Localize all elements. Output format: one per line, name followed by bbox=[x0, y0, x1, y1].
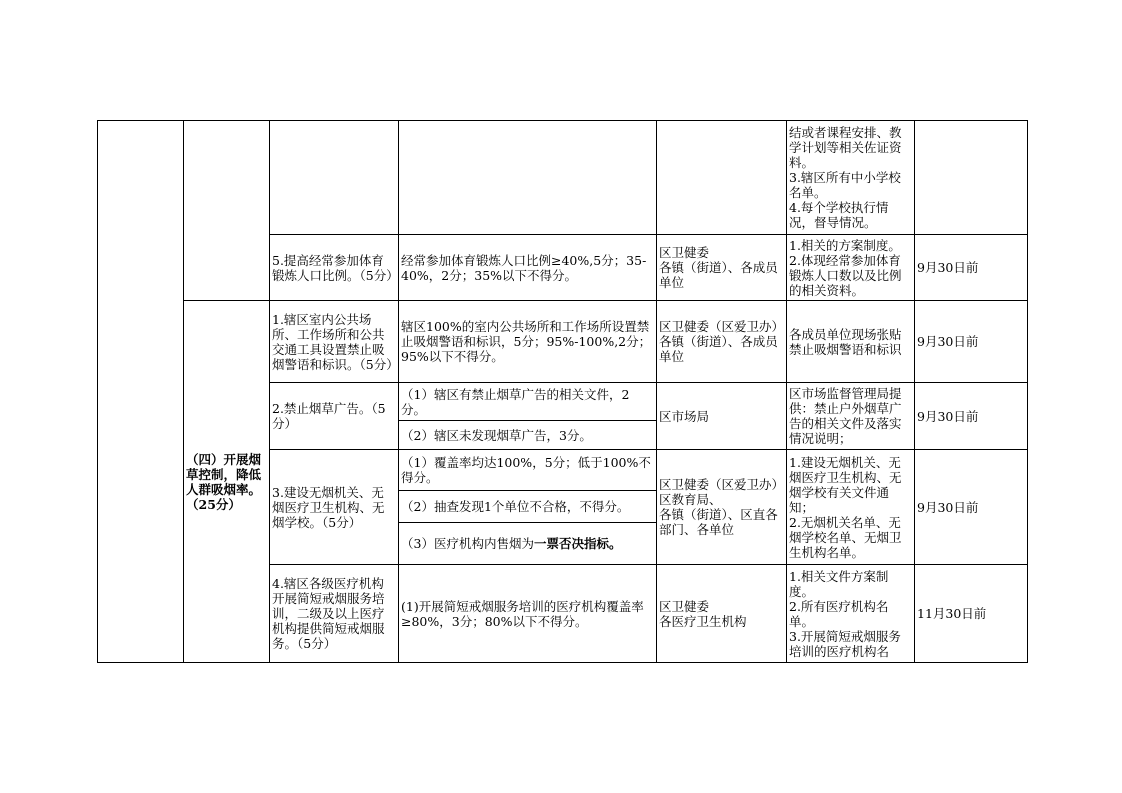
dept-line: 各医疗卫生机构 bbox=[659, 613, 747, 629]
deadline-cell: 9月30日前 bbox=[915, 235, 1028, 301]
dept-line: 各镇（街道）、各成员单位 bbox=[659, 334, 778, 364]
evidence-cell: 区市场监督管理局提供：禁止户外烟草广告的相关文件及落实情况说明； bbox=[787, 383, 915, 450]
dept-line: 各镇（街道）、区直各部门、各单位 bbox=[659, 507, 778, 537]
evidence-line: 4.每个学校执行情况，督导情况。 bbox=[789, 200, 889, 230]
evidence-line: 2.所有医疗机构名单。 bbox=[789, 598, 889, 629]
dept-line: 区卫健委 bbox=[659, 245, 710, 260]
table-row-tobacco1 bbox=[98, 301, 1028, 383]
dept-cell bbox=[657, 450, 787, 565]
evidence-cell: 各成员单位现场张贴禁止吸烟警语和标识 bbox=[787, 301, 915, 383]
evidence-cell bbox=[787, 235, 915, 301]
item-cell: 3.建设无烟机关、无烟医疗卫生机构、无烟学校。（5分） bbox=[270, 450, 399, 565]
dept-cell: 区市场局 bbox=[657, 383, 787, 450]
blank-deadline-cell bbox=[915, 121, 1028, 235]
evidence-cell bbox=[787, 121, 915, 235]
blank-dept-cell bbox=[657, 121, 787, 235]
blank-standard-cell bbox=[399, 121, 657, 235]
deadline-cell: 9月30日前 bbox=[915, 450, 1028, 565]
dept-cell bbox=[657, 301, 787, 383]
item-cell: 1.辖区室内公共场所、工作场所和公共交通工具设置禁止吸烟警语和标识。（5分） bbox=[270, 301, 399, 383]
table-row-continued bbox=[98, 121, 1028, 235]
dept-line: 区教育局、 bbox=[659, 492, 722, 507]
evidence-line: 2.无烟机关名单、无烟学校名单、无烟卫生机构名单。 bbox=[789, 514, 902, 560]
evidence-line: 2.体现经常参加体育锻炼人口数以及比例的相关资料。 bbox=[789, 252, 902, 298]
item-cell: 2.禁止烟草广告。（5分） bbox=[270, 383, 399, 450]
evidence-cell bbox=[787, 450, 915, 565]
evidence-line: 1.相关文件方案制度。 bbox=[789, 568, 889, 599]
standard-cell: (1)开展简短戒烟服务培训的医疗机构覆盖率≥80%，3分；80%以下不得分。 bbox=[399, 565, 657, 663]
dept-line: 区卫健委（区爱卫办） bbox=[659, 319, 785, 334]
blank-category-cell bbox=[184, 121, 270, 301]
blank-item-cell bbox=[270, 121, 399, 235]
standard-cell bbox=[399, 523, 657, 565]
evidence-line: 3.开展简短戒烟服务培训的医疗机构名 bbox=[789, 628, 901, 659]
dept-cell bbox=[657, 565, 787, 663]
assessment-table bbox=[97, 120, 1028, 663]
evidence-cell bbox=[787, 565, 915, 663]
deadline-cell: 9月30日前 bbox=[915, 301, 1028, 383]
document-page bbox=[97, 120, 1027, 663]
standard-text: （3）医疗机构内售烟为 bbox=[401, 536, 534, 551]
evidence-line: 3.辖区所有中小学校名单。 bbox=[789, 170, 901, 200]
item-cell: 4.辖区各级医疗机构开展简短戒烟服务培训，二级及以上医疗机构提供简短戒烟服务。（5分） bbox=[270, 565, 399, 663]
standard-cell: （1）覆盖率均达100%，5分；低于100%不得分。 bbox=[399, 450, 657, 491]
blank-first-column bbox=[98, 121, 184, 663]
dept-line: 各镇（街道）、各成员单位 bbox=[659, 260, 778, 290]
evidence-line: 1.相关的方案制度。 bbox=[789, 237, 901, 253]
standard-cell: 辖区100%的室内公共场所和工作场所设置禁止吸烟警语和标识，5分；95%-100%,2分；95%以下不得分。 bbox=[399, 301, 657, 383]
item-cell: 5.提高经常参加体育锻炼人口比例。（5分） bbox=[270, 235, 399, 301]
evidence-line: 1.建设无烟机关、无烟医疗卫生机构、无烟学校有关文件通知； bbox=[789, 454, 902, 515]
deadline-cell: 11月30日前 bbox=[915, 565, 1028, 663]
dept-line: 区卫健委（区爱卫办） bbox=[659, 477, 785, 492]
standard-cell: 经常参加体育锻炼人口比例≥40%,5分；35-40%，2分；35%以下不得分。 bbox=[399, 235, 657, 301]
standard-cell: （2）抽查发现1个单位不合格，不得分。 bbox=[399, 491, 657, 523]
dept-cell bbox=[657, 235, 787, 301]
category-cell: （四）开展烟草控制，降低人群吸烟率。（25分） bbox=[184, 301, 270, 663]
standard-cell: （1）辖区有禁止烟草广告的相关文件，2分。 bbox=[399, 383, 657, 421]
standard-cell: （2）辖区未发现烟草广告，3分。 bbox=[399, 421, 657, 450]
veto-indicator: 一票否决指标。 bbox=[533, 536, 622, 551]
dept-line: 区卫健委 bbox=[659, 598, 710, 614]
evidence-line: 结或者课程安排、教学计划等相关佐证资料。 bbox=[789, 125, 902, 170]
deadline-cell: 9月30日前 bbox=[915, 383, 1028, 450]
